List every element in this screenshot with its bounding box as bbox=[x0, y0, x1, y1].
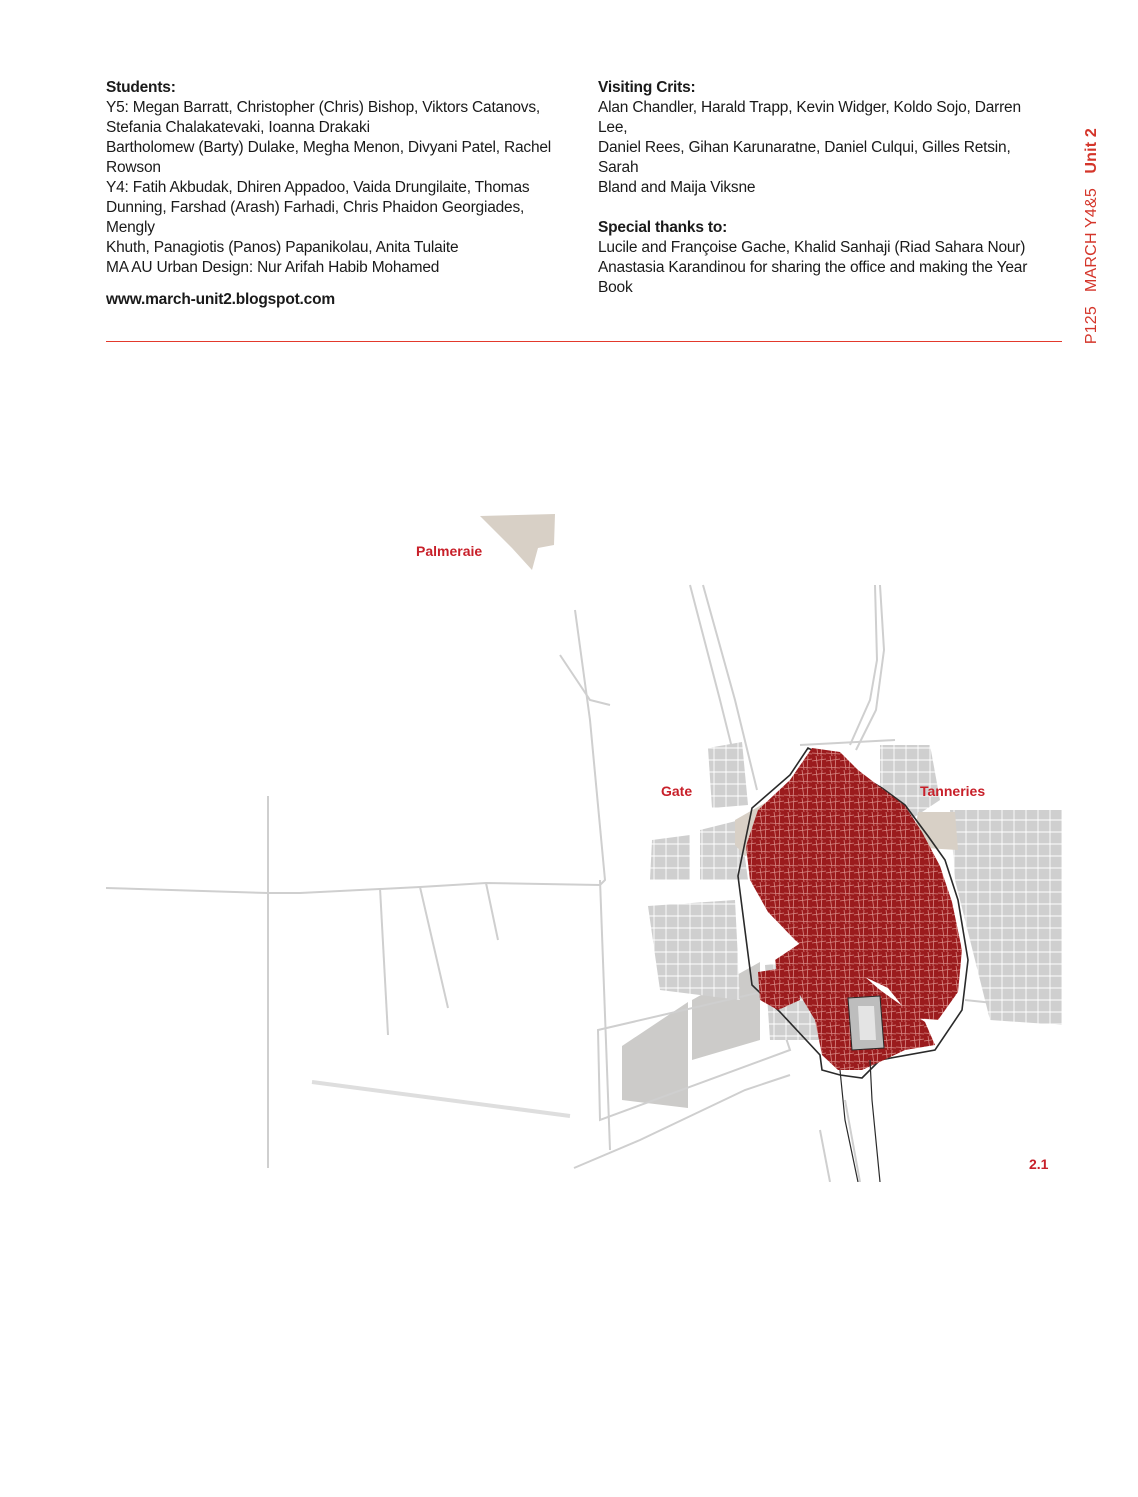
visiting-crits-heading: Visiting Crits: bbox=[598, 79, 696, 96]
students-line: Bartholomew (Barty) Dulake, Megha Menon, Divyani Patel, Rachel bbox=[106, 139, 552, 156]
figure-number: 2.1 bbox=[1029, 1156, 1049, 1172]
road bbox=[575, 610, 605, 885]
special-thanks-line: Lucile and Françoise Gache, Khalid Sanhaji (Riad Sahara Nour) bbox=[598, 239, 1026, 256]
road bbox=[845, 1100, 860, 1182]
road bbox=[380, 888, 388, 1035]
road bbox=[800, 740, 895, 745]
page-number: P125 bbox=[1083, 305, 1100, 344]
students-line: Y4: Fatih Akbudak, Dhiren Appadoo, Vaida Drungilaite, Thomas bbox=[106, 179, 530, 196]
students-line: Dunning, Farshad (Arash) Farhadi, Chris Phaidon Georgiades, Mengly bbox=[106, 199, 525, 236]
palmeraie-area bbox=[480, 514, 555, 570]
unit-label: Unit 2 bbox=[1083, 128, 1100, 174]
website-link[interactable]: www.march-unit2.blogspot.com bbox=[106, 291, 335, 308]
special-thanks-heading: Special thanks to: bbox=[598, 219, 728, 236]
students-line: Stefania Chalakatevaki, Ioanna Drakaki bbox=[106, 119, 370, 136]
course-label: MARCH Y4&5 bbox=[1083, 187, 1100, 292]
kasbah-courtyard bbox=[858, 1006, 876, 1040]
students-line: Khuth, Panagiotis (Panos) Papanikolau, Anita Tulaite bbox=[106, 239, 459, 256]
students-line: Rowson bbox=[106, 159, 161, 176]
road bbox=[420, 887, 448, 1008]
students-line: MA AU Urban Design: Nur Arifah Habib Mohamed bbox=[106, 259, 440, 276]
students-heading: Students: bbox=[106, 79, 176, 96]
special-thanks-line: Anastasia Karandinou for sharing the office and making the Year bbox=[598, 259, 1028, 276]
tanneries-label: Tanneries bbox=[920, 783, 986, 799]
students-line: Y5: Megan Barratt, Christopher (Chris) Bishop, Viktors Catanovs, bbox=[106, 99, 541, 116]
grey-development-east bbox=[950, 810, 1062, 1025]
road bbox=[600, 880, 610, 1150]
road bbox=[312, 1082, 570, 1116]
special-thanks-line: Book bbox=[598, 279, 633, 296]
road bbox=[820, 1130, 830, 1182]
road bbox=[106, 883, 600, 893]
visiting-crits-line: Alan Chandler, Harald Trapp, Kevin Widger, Koldo Sojo, Darren Lee, bbox=[598, 99, 1021, 136]
gate-label: Gate bbox=[661, 783, 693, 799]
visiting-crits-line: Bland and Maija Viksne bbox=[598, 179, 756, 196]
road bbox=[850, 585, 877, 745]
visiting-crits-line: Daniel Rees, Gihan Karunaratne, Daniel Culqui, Gilles Retsin, Sarah bbox=[598, 139, 1011, 176]
road bbox=[486, 883, 498, 940]
palmeraie-label: Palmeraie bbox=[416, 543, 483, 559]
road bbox=[856, 585, 884, 750]
